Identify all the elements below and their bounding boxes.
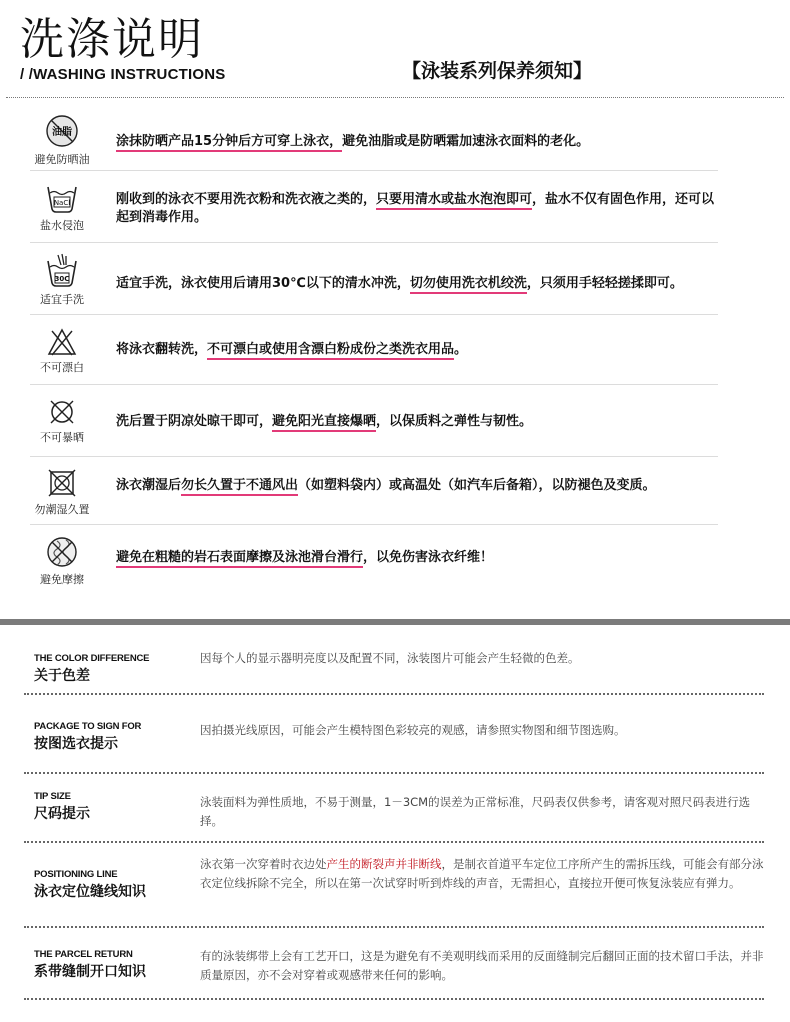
care-instructions-list [30,103,718,589]
care-label: 不可漂白 [40,361,84,374]
info-heading-cn: 尺码提示 [34,806,90,822]
care-label: 盐水侵泡 [40,219,84,232]
care-description: 涂抹防晒产品15分钟后方可穿上泳衣，避免油脂或是防晒霜加速泳衣面料的老化。 [116,133,718,151]
care-description: 适宜手洗，泳衣使用后请用30℃以下的清水冲洗，切勿使用洗衣机绞洗，只须用手轻轻搓揉即可。 [116,275,718,293]
info-description: 泳衣第一次穿着时衣边处产生的断裂声并非断线，是制衣首道平车定位工序所产生的需拆压线，可能会有部分泳衣定位线拆除不完全，所以在第一次试穿时听到炸线的声音，无需担心，直接拉开便可恢复泳装应有弹力。 [200,857,764,890]
salt-water-soak-icon [44,181,80,215]
info-divider [24,926,764,928]
info-heading-cn: 系带缝制开口知识 [34,964,146,980]
care-label: 避免防晒油 [34,153,90,166]
info-divider [24,693,764,695]
no-oil-icon [44,113,80,149]
info-heading-en: THE PARCEL RETURN [34,949,133,960]
info-heading-en: TIP SIZE [34,791,71,802]
no-damp-storage-icon [46,467,78,499]
page-subtitle-en: / /WASHING INSTRUCTIONS [20,66,226,83]
care-row-no-sun [30,385,718,457]
no-abrasion-icon [45,535,79,569]
care-description: 洗后置于阴凉处晾干即可，避免阳光直接爆晒，以保质料之弹性与韧性。 [116,413,718,431]
info-heading-en: THE COLOR DIFFERENCE [34,653,150,664]
care-description: 将泳衣翻转洗，不可漂白或使用含漂白粉成份之类洗衣用品。 [116,341,718,359]
care-description: 刚收到的泳衣不要用洗衣粉和洗衣液之类的，只要用清水或盐水泡泡即可，盐水不仅有固色作用，还可以起到消毒作用。 [116,192,715,225]
info-description: 因每个人的显示器明亮度以及配置不同，泳装图片可能会产生轻微的色差。 [200,651,580,665]
care-description: 避免在粗糙的岩石表面摩擦及泳池滑台滑行，以免伤害泳衣纤维！ [116,549,718,567]
info-heading-cn: 按图选衣提示 [34,736,118,752]
hand-wash-icon [44,253,80,289]
svg-text:30C: 30C [54,275,70,283]
care-row-no-damp [30,457,718,525]
no-tumble-dry-icon [47,397,77,427]
info-heading-cn: 关于色差 [34,668,90,684]
care-row-salt-water [30,171,718,243]
swimwear-care-heading: 【泳装系列保养须知】 [402,60,593,82]
care-label: 避免摩擦 [40,573,84,586]
care-label: 不可暴晒 [40,431,84,444]
svg-text:NaCl: NaCl [53,199,71,207]
care-label: 勿潮湿久置 [34,503,90,516]
page-header [0,0,790,100]
header-divider [6,97,784,98]
section-divider [0,619,790,625]
info-description: 因拍摄光线原因，可能会产生模特图色彩较亮的观感，请参照实物图和细节图选购。 [200,723,626,737]
info-description: 泳装面料为弹性质地，不易于测量，1－3CM的误差为正常标准，尺码表仅供参考，请客观对照尺码表进行选择。 [200,795,751,828]
care-row-hand-wash [30,243,718,315]
info-divider [24,998,764,1000]
info-heading-en: POSITIONING LINE [34,869,118,880]
care-description: 泳衣潮湿后勿长久置于不通风出（如塑料袋内）或高温处（如汽车后备箱），以防褪色及变质。 [116,477,718,495]
care-row-no-abrasion [30,525,718,589]
no-bleach-icon [46,327,78,357]
care-row-sunscreen [30,103,718,171]
info-divider [24,772,764,774]
page-title: 洗涤说明 [20,14,204,65]
svg-text:油脂: 油脂 [52,127,72,138]
info-heading-cn: 泳衣定位缝线知识 [34,884,146,900]
info-description: 有的泳装绑带上会有工艺开口，这是为避免有不美观明线而采用的反面缝制完后翻回正面的技术留口手法，并非质量原因，亦不会对穿着或观感带来任何的影响。 [200,949,764,982]
info-heading-en: PACKAGE TO SIGN FOR [34,721,142,732]
info-divider [24,841,764,843]
care-row-no-bleach [30,315,718,385]
care-label: 适宜手洗 [40,293,84,306]
